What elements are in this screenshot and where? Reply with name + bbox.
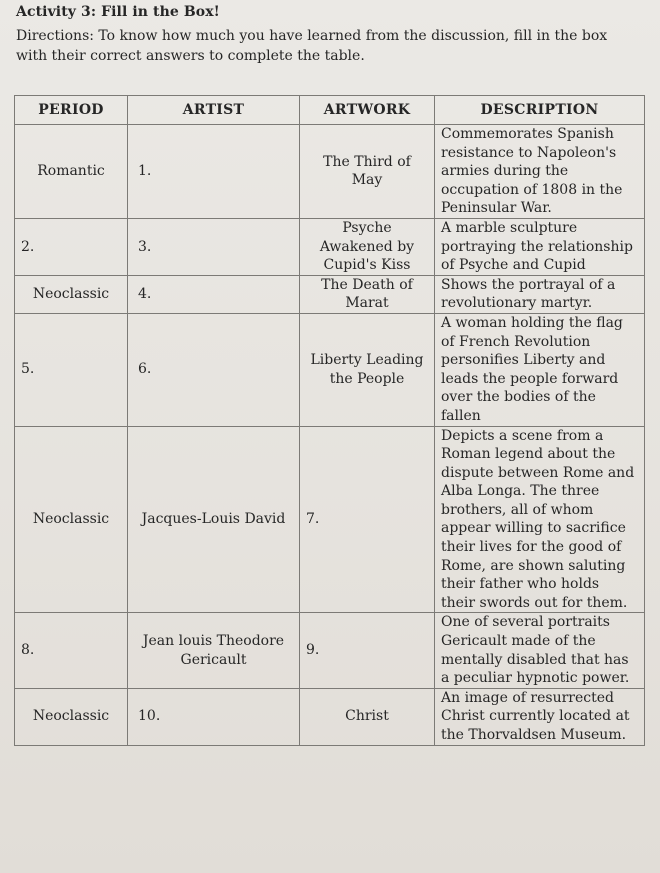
directions-line: Directions: To know how much you have learned from the discussion, fill in the box [16, 28, 608, 44]
artist-answer-blank[interactable]: 1. [128, 125, 300, 219]
artist-line: Jean louis Theodore [142, 633, 285, 650]
description-line: occupation of 1808 in the [441, 181, 623, 198]
description-cell [435, 426, 645, 613]
description-line: Peninsular War. [441, 200, 552, 217]
description-line: their swords out for them. [441, 594, 628, 611]
table-row [15, 426, 645, 613]
directions-line: with their correct answers to complete the table. [16, 48, 365, 64]
description-line: their lives for the good of [441, 539, 622, 556]
artwork-line: Awakened by [319, 238, 415, 255]
description-line: A marble sculpture [441, 219, 578, 236]
description-line: appear willing to sacrifice [441, 520, 626, 537]
description-line: revolutionary martyr. [441, 295, 593, 312]
description-line: leads the people forward [441, 370, 619, 387]
description-line: portraying the relationship [441, 238, 633, 255]
artwork-line: the People [329, 370, 405, 387]
column-header-period: PERIOD [15, 96, 128, 125]
activity-title: Activity 3: Fill in the Box! [16, 4, 220, 20]
artwork-cell [300, 275, 435, 313]
artwork-answer-blank[interactable]: 9. [300, 613, 435, 688]
description-line: of French Revolution [441, 333, 591, 350]
column-header-description: DESCRIPTION [435, 96, 645, 125]
description-cell [435, 313, 645, 426]
period-cell: Romantic [15, 125, 128, 219]
description-line: fallen [441, 407, 481, 424]
table-row [15, 125, 645, 219]
artwork-cell [300, 313, 435, 426]
artwork-cell: Christ [300, 688, 435, 745]
artwork-line: Marat [345, 295, 389, 312]
description-line: Gericault made of the [441, 633, 596, 650]
description-line: An image of resurrected [441, 689, 614, 706]
table-row [15, 613, 645, 688]
description-line: a peculiar hypnotic power. [441, 670, 630, 687]
description-line: personifies Liberty and [441, 352, 606, 369]
description-line: Depicts a scene from a [441, 427, 604, 444]
artwork-line: The Third of [323, 153, 411, 170]
artist-answer-blank[interactable]: 10. [128, 688, 300, 745]
description-cell [435, 275, 645, 313]
table-row [15, 218, 645, 275]
period-answer-blank[interactable]: 8. [15, 613, 128, 688]
artwork-line: The Death of [321, 276, 413, 293]
column-header-artist: ARTIST [128, 96, 300, 125]
artwork-cell [300, 218, 435, 275]
table-header-row [15, 96, 645, 125]
description-line: A woman holding the flag [441, 314, 623, 331]
artist-cell: Jacques-Louis David [128, 426, 300, 613]
artwork-line: Cupid's Kiss [323, 257, 411, 274]
table-row [15, 313, 645, 426]
column-header-artwork: ARTWORK [300, 96, 435, 125]
description-cell [435, 218, 645, 275]
description-cell [435, 613, 645, 688]
period-answer-blank[interactable]: 5. [15, 313, 128, 426]
description-line: their father who holds [441, 576, 600, 593]
period-cell: Neoclassic [15, 426, 128, 613]
artwork-line: May [351, 172, 383, 189]
description-line: of Psyche and Cupid [441, 257, 586, 274]
description-line: Roman legend about the [441, 446, 616, 463]
period-answer-blank[interactable]: 2. [15, 218, 128, 275]
description-line: over the bodies of the [441, 389, 596, 406]
artist-answer-blank[interactable]: 3. [128, 218, 300, 275]
artwork-line: Psyche [342, 219, 392, 236]
description-line: Rome, are shown saluting [441, 557, 626, 574]
description-line: Alba Longa. The three [441, 483, 600, 500]
artist-line: Gericault [180, 651, 247, 668]
description-line: armies during the [441, 163, 569, 180]
period-cell: Neoclassic [15, 688, 128, 745]
artwork-cell [300, 125, 435, 219]
artist-answer-blank[interactable]: 6. [128, 313, 300, 426]
description-line: resistance to Napoleon's [441, 144, 617, 161]
description-line: dispute between Rome and [441, 464, 635, 481]
description-line: Commemorates Spanish [441, 126, 614, 142]
table-row [15, 275, 645, 313]
description-line: the Thorvaldsen Museum. [441, 727, 627, 743]
artwork-answer-blank[interactable]: 7. [300, 426, 435, 613]
table-row [15, 688, 645, 745]
artist-answer-blank[interactable]: 4. [128, 275, 300, 313]
artist-cell [128, 613, 300, 688]
description-line: Shows the portrayal of a [441, 276, 616, 293]
description-line: Christ currently located at [441, 708, 630, 725]
description-cell [435, 688, 645, 745]
description-line: One of several portraits [441, 614, 610, 631]
artwork-line: Liberty Leading [310, 352, 424, 369]
description-cell [435, 125, 645, 219]
directions-text [16, 26, 644, 66]
period-cell: Neoclassic [15, 275, 128, 313]
fill-in-table [14, 95, 645, 746]
description-line: brothers, all of whom [441, 501, 594, 518]
description-line: mentally disabled that has [441, 651, 629, 668]
table-wrapper [14, 95, 645, 746]
